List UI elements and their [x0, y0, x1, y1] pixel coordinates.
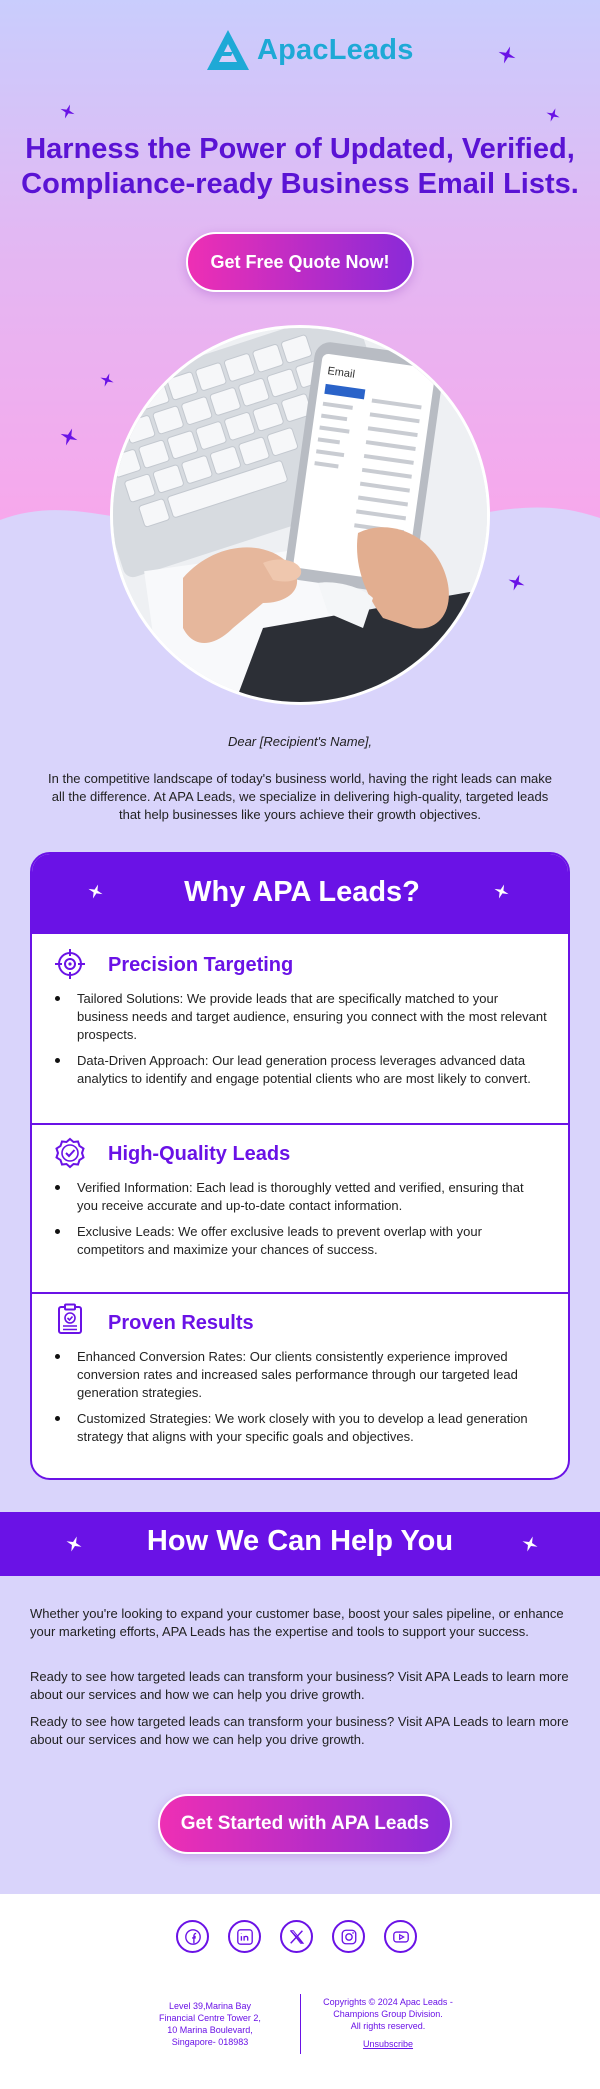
- unsubscribe-link[interactable]: Unsubscribe: [362, 2039, 414, 2049]
- linkedin-link[interactable]: [228, 1920, 261, 1953]
- list-item: Data-Driven Approach: Our lead generation process leverages advanced data analytics to identify and engage potential clients who are most likely to convert.: [77, 1052, 547, 1088]
- why-card-header: [32, 854, 570, 934]
- linkedin-icon: [236, 1928, 254, 1946]
- sparkle-icon: [546, 108, 560, 122]
- sparkle-icon: [100, 373, 114, 387]
- feature-title: Proven Results: [108, 1312, 254, 1334]
- social-links: [176, 1920, 417, 1953]
- company-address: [140, 2000, 280, 2048]
- feature-list: [77, 1348, 547, 1454]
- feature-list: [77, 990, 547, 1096]
- copyright-block: [318, 1996, 458, 2050]
- copyright-line: All rights reserved.: [350, 2021, 426, 2031]
- brand-logo[interactable]: [205, 28, 414, 72]
- x-icon: [288, 1928, 306, 1946]
- get-free-quote-button[interactable]: Get Free Quote Now!: [186, 232, 414, 292]
- help-header: [0, 1512, 600, 1576]
- address-line: Level 39,Marina Bay: [168, 2001, 252, 2011]
- feature-section: [32, 1125, 570, 1294]
- verified-badge-icon: [54, 1137, 86, 1169]
- instagram-link[interactable]: [332, 1920, 365, 1953]
- facebook-link[interactable]: [176, 1920, 209, 1953]
- footer-divider: [300, 1994, 301, 2054]
- footer: [0, 1894, 600, 2089]
- hero-headline: [0, 132, 600, 202]
- address-line: Financial Centre Tower 2,: [159, 2013, 261, 2023]
- why-apa-leads-card: [30, 852, 570, 1480]
- list-item: Exclusive Leads: We offer exclusive leads to prevent overlap with your competitors and maximize your chances of success.: [77, 1223, 547, 1259]
- help-paragraph: Ready to see how targeted leads can transform your business? Visit APA Leads to learn more about our services and how we can help you drive growth.: [30, 1714, 569, 1747]
- get-started-button[interactable]: Get Started with APA Leads: [158, 1794, 452, 1854]
- x-link[interactable]: [280, 1920, 313, 1953]
- list-item: Tailored Solutions: We provide leads that are specifically matched to your business needs and target audience, ensuring you connect with the most relevant prospects.: [77, 991, 547, 1042]
- address-line: Singapore- 018983: [171, 2037, 249, 2047]
- copyright-line: Champions Group Division.: [333, 2009, 443, 2019]
- help-paragraph: Whether you're looking to expand your customer base, boost your sales pipeline, or enhance your marketing efforts, APA Leads has the expertise and tools to support your success.: [30, 1606, 564, 1639]
- facebook-icon: [184, 1928, 202, 1946]
- hero-photo: [110, 325, 490, 705]
- sparkle-icon: [60, 428, 78, 446]
- hero-headline-line: Compliance-ready Business Email Lists.: [21, 168, 579, 200]
- help-title: How We Can Help You: [146, 1525, 454, 1557]
- help-paragraph: Ready to see how targeted leads can transform your business? Visit APA Leads to learn more about our services and how we can help you drive growth.: [30, 1669, 569, 1702]
- greeting: Dear [Recipient's Name],: [227, 734, 373, 749]
- list-item: Enhanced Conversion Rates: Our clients consistently experience improved conversion rates and increased sales performance through our targeted lead generation strategies.: [77, 1348, 547, 1402]
- hero-headline-line: Harness the Power of Updated, Verified,: [25, 133, 575, 165]
- clipboard-check-icon: [54, 1303, 86, 1335]
- copyright-line: Copyrights © 2024 Apac Leads -: [323, 1997, 453, 2007]
- target-icon: [54, 948, 86, 980]
- phone-keyboard-illustration: [113, 328, 490, 705]
- feature-section: [32, 1294, 570, 1480]
- intro-paragraph: In the competitive landscape of today's business world, having the right leads can make all the difference. At APA Leads, we specialize in delivering high-quality, targeted leads that help businesses like yours achieve their growth objectives.: [48, 771, 552, 822]
- list-item: Customized Strategies: We work closely with you to develop a lead generation strategy that aligns with your specific goals and objectives.: [77, 1410, 547, 1446]
- why-card-title: Why APA Leads?: [184, 876, 420, 908]
- youtube-link[interactable]: [384, 1920, 417, 1953]
- sparkle-icon: [498, 46, 516, 64]
- logo-mark-icon: [205, 28, 251, 72]
- brand-name: ApacLeads: [257, 33, 414, 66]
- list-item: Verified Information: Each lead is thoroughly vetted and verified, ensuring that you receive accurate and up-to-date contact information.: [77, 1179, 547, 1215]
- feature-title: High-Quality Leads: [108, 1143, 291, 1165]
- feature-list: [77, 1179, 547, 1267]
- feature-title: Precision Targeting: [108, 954, 294, 976]
- address-line: 10 Marina Boulevard,: [167, 2025, 253, 2035]
- youtube-icon: [392, 1928, 410, 1946]
- instagram-icon: [340, 1928, 358, 1946]
- feature-section: [32, 934, 570, 1125]
- sparkle-icon: [508, 574, 525, 591]
- sparkle-icon: [60, 104, 75, 119]
- phone-screen-label: Email: [326, 365, 356, 381]
